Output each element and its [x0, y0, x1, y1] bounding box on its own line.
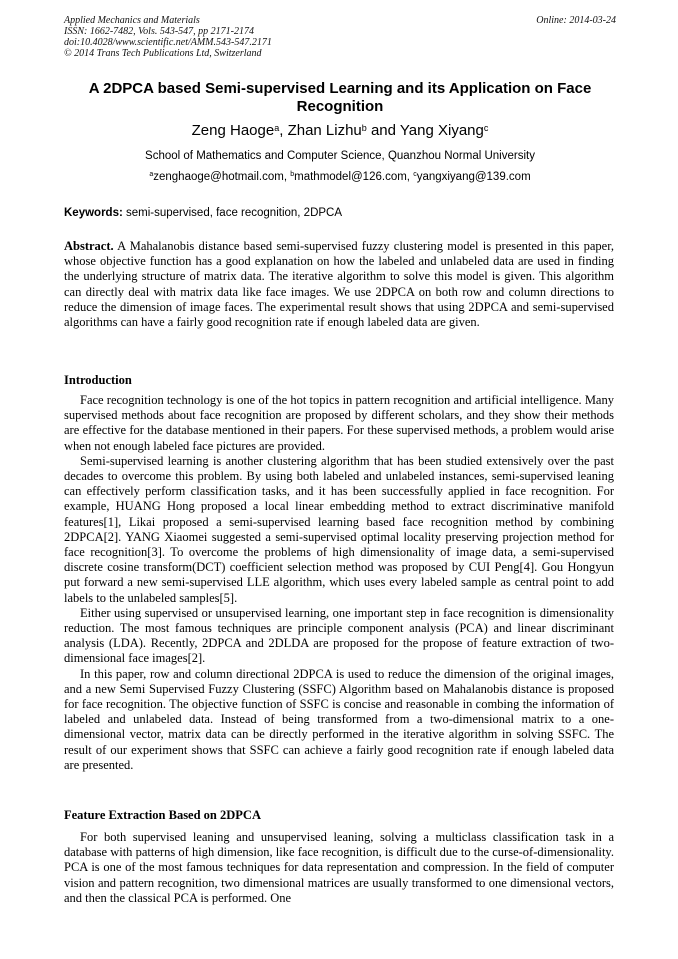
email-mark: b [290, 171, 295, 178]
paragraph: Either using supervised or unsupervised learning, one important step in face recognition is dimensionality reduction. The most famous techniques are principle component analysis (PCA) and linear discriminant analysis (LDA). Recently, 2DPCA and 2DLDA are proposed for the propose of feature extraction of two-dimensional face images[2]. [64, 605, 614, 666]
abstract-paragraph [64, 239, 614, 330]
paragraph: Face recognition technology is one of the hot topics in pattern recognition and artificial intelligence. Many supervised methods about face recognition are proposed by different scholars, and they show their methods are effective for the database mentioned in their papers. For these supervised methods, a problem would arise when not enough labeled face pictures are provided. [64, 393, 614, 453]
paragraph: For both supervised leaning and unsupervised leaning, solving a multiclass classification task in a database with patterns of high dimension, like face recognition, is difficult due to the curse-of-dimensionality. PCA is one of the most famous techniques for data representation and compression. In the field of computer vision and pattern recognition, two dimensional matrices are usually transformed to one dimensional vectors, and then the classical PCA is performed. One [64, 830, 614, 905]
author-mark: c [483, 123, 489, 133]
introduction-body [64, 393, 614, 773]
copyright-line: © 2014 Trans Tech Publications Ltd, Switzerland [64, 48, 262, 59]
abstract [64, 239, 614, 330]
email-address: mathmodel@126.com [294, 171, 407, 183]
issn-line: ISSN: 1662-7482, Vols. 543-547, pp 2171-2174 [64, 26, 254, 37]
abstract-text: A Mahalanobis distance based semi-supervised fuzzy clustering model is presented in this paper, whose objective function has a good explanation on how the labeled and unlabeled data are used in finding the underlying structure of matrix data. The iterative algorithm to solve this model is given. This algorithm can directly deal with matrix data like face images. We use 2DPCA on both row and column directions to reduce the dimension of image faces. The experimental result shows that using 2DPCA and semi-supervised algorithms can have a fairly good recognition rate if enough labeled data are given. [64, 239, 614, 330]
journal-name: Applied Mechanics and Materials [64, 15, 200, 26]
paper-title: A 2DPCA based Semi-supervised Learning and its Application on Face Recognition [88, 80, 592, 115]
author-separator: , [279, 122, 288, 139]
feature-extraction-body [64, 830, 614, 906]
doi-line: doi:10.4028/www.scientific.net/AMM.543-547.2171 [64, 37, 272, 48]
email-mark: a [149, 171, 154, 178]
author-separator: and [366, 122, 400, 139]
author-name: Zhan Lizhu [287, 122, 362, 139]
author-name: Zeng Haoge [191, 122, 275, 139]
online-date: Online: 2014-03-24 [536, 15, 616, 26]
email-address: yangxiyang@139.com [416, 171, 531, 183]
email-address: zenghaoge@hotmail.com [153, 171, 284, 183]
affiliation: School of Mathematics and Computer Science, Quanzhou Normal University [145, 150, 535, 162]
keywords [64, 206, 616, 220]
email-list: $^a$zenghaoge@hotmail.com, $^b$mathmodel@126.com, $^c$yangxiyang@139.com [149, 171, 531, 183]
author-list [60, 122, 620, 140]
abstract-label: Abstract. [64, 239, 114, 253]
keywords-text: semi-supervised, face recognition, 2DPCA [122, 207, 343, 219]
author-name: Yang Xiyang [399, 122, 484, 139]
section-heading-feature-extraction: Feature Extraction Based on 2DPCA [64, 808, 261, 822]
email-mark: c [413, 171, 417, 178]
paragraph: Semi-supervised learning is another clustering algorithm that has been studied extensively over the past decades to overcome this problem. By using both labeled and unlabeled instances, semi-supervised leaning can effectively perform classification tasks, and it has been successfully applied in face recognition. For example, HUANG Hong proposed a local linear embedding method to extract discriminative manifold features[1], Likai proposed a semi-supervised learning based face recognition method by combining 2DPCA[2]. YANG Xiaomei suggested a semi-supervised optimal locality preserving projection method for face recognition[3]. To overcome the problems of high dimensionality of image data, a semi-supervised discrete cosine transform(DCT) coefficient selection method was proposed by CUI Peng[4]. Gou Hongyun put forward a new semi-supervised LLE algorithm, which uses every labeled sample as central point to add labels to the unlabeled samples[5]. [64, 453, 614, 605]
paragraph: In this paper, row and column directional 2DPCA is used to reduce the dimension of the original images, and a new Semi Supervised Fuzzy Clustering (SSFC) Algorithm based on Mahalanobis distance is proposed for face recognition. The objective function of SSFC is concise and reasonable in combing the information of labeled and unlabeled data. Instead of being transformed from a two-dimensional matrix to a one-dimensional vector, matrix data can be directly performed in the iterative algorithm in solving SSFC. The result of our experiment shows that SSFC can achieve a fairly good recognition rate if enough labeled data are presented. [64, 666, 614, 772]
section-heading-introduction: Introduction [64, 373, 132, 387]
author-mark: b [361, 123, 367, 133]
author-mark: a [274, 123, 280, 133]
keywords-label: Keywords: [64, 207, 123, 219]
journal-header [64, 15, 616, 59]
